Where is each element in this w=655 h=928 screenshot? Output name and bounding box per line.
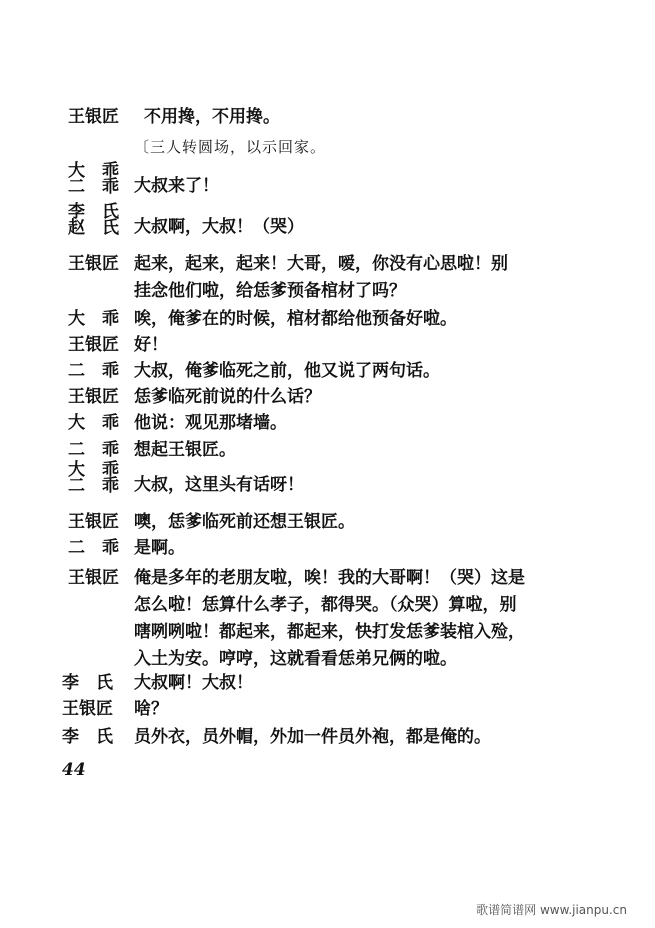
dialogue-text: 大叔，俺爹临死之前，他又说了两句话。 <box>134 361 440 381</box>
dialogue-line <box>0 204 655 240</box>
dialogue-line <box>0 563 655 593</box>
speaker-name: 王银匠 <box>68 335 119 355</box>
dialogue-text: 大叔啊！大叔！ <box>134 673 253 693</box>
page-number: 44 <box>62 760 86 780</box>
dialogue-text: 员外衣，员外帽，外加一件员外袍，都是俺的。 <box>134 727 491 747</box>
dialogue-text: 大叔，这里头有话呀！ <box>134 475 304 495</box>
speaker-name: 大 乖 <box>68 460 119 480</box>
stage-direction: 〔三人转圆场，以示回家。 <box>134 138 327 156</box>
dialogue-continuation <box>0 617 655 647</box>
dialogue-text: 好！ <box>134 335 168 355</box>
dialogue-line <box>0 722 655 752</box>
speaker-name: 大 乖 <box>68 413 119 433</box>
speaker-name: 二 乖 <box>68 361 119 381</box>
speaker-pair <box>68 163 119 195</box>
dialogue-line <box>0 694 655 724</box>
dialogue-line <box>0 102 655 132</box>
speaker-name: 二 乖 <box>68 476 119 496</box>
watermark: 歌谱简谱网 www.jianpu.cn <box>476 903 627 917</box>
speaker-name: 李 氏 <box>62 727 113 747</box>
dialogue-text: 挂念他们啦，给恁爹预备棺材了吗？ <box>134 281 406 301</box>
speaker-name: 二 乖 <box>68 440 119 460</box>
dialogue-text: 他说：观见那堵墙。 <box>134 413 287 433</box>
speaker-name: 王银匠 <box>68 568 119 588</box>
speaker-name: 大 乖 <box>68 161 119 181</box>
dialogue-text: 俺是多年的老朋友啦，唉！我的大哥啊！（哭）这是 <box>134 568 525 588</box>
speaker-name: 王银匠 <box>68 512 119 532</box>
dialogue-line <box>0 533 655 563</box>
dialogue-text: 想起王银匠。 <box>134 440 236 460</box>
dialogue-text: 不用搀，不用搀。 <box>144 107 280 127</box>
dialogue-text: 起来，起来，起来！大哥，嗳，你没有心思啦！别 <box>134 254 508 274</box>
dialogue-line <box>0 249 655 279</box>
dialogue-text: 噢，恁爹临死前还想王银匠。 <box>134 512 355 532</box>
dialogue-line <box>0 462 655 498</box>
speaker-name: 李 氏 <box>62 673 113 693</box>
speaker-name: 二 乖 <box>68 177 119 197</box>
dialogue-text: 入土为安。哼哼，这就看看恁弟兄俩的啦。 <box>134 649 457 669</box>
dialogue-text: 啥？ <box>134 699 168 719</box>
speaker-name: 赵 氏 <box>68 218 119 238</box>
dialogue-text: 是啊。 <box>134 538 185 558</box>
dialogue-line <box>0 163 655 199</box>
speaker-name: 王银匠 <box>68 254 119 274</box>
dialogue-text: 怎么啦！恁算什么孝子，都得哭。（众哭）算啦，别 <box>134 595 517 615</box>
dialogue-text: 唉，俺爹在的时候，棺材都给他预备好啦。 <box>134 309 457 329</box>
speaker-name: 王银匠 <box>68 387 119 407</box>
speaker-name: 大 乖 <box>68 309 119 329</box>
dialogue-continuation <box>0 276 655 306</box>
speaker-name: 二 乖 <box>68 538 119 558</box>
dialogue-text: 大叔来了！ <box>134 176 219 196</box>
speaker-pair <box>68 204 119 236</box>
dialogue-text: 大叔啊，大叔！（哭） <box>134 217 304 237</box>
speaker-name: 李 氏 <box>68 202 119 222</box>
speaker-name: 王银匠 <box>68 107 119 127</box>
speaker-pair <box>68 462 119 494</box>
dialogue-line <box>0 408 655 438</box>
dialogue-text: 恁爹临死前说的什么话？ <box>134 387 321 407</box>
dialogue-text: 嗐咧咧啦！都起来，都起来，快打发恁爹装棺入殓， <box>134 622 525 642</box>
speaker-name: 王银匠 <box>62 699 113 719</box>
dialogue-continuation <box>0 590 655 620</box>
